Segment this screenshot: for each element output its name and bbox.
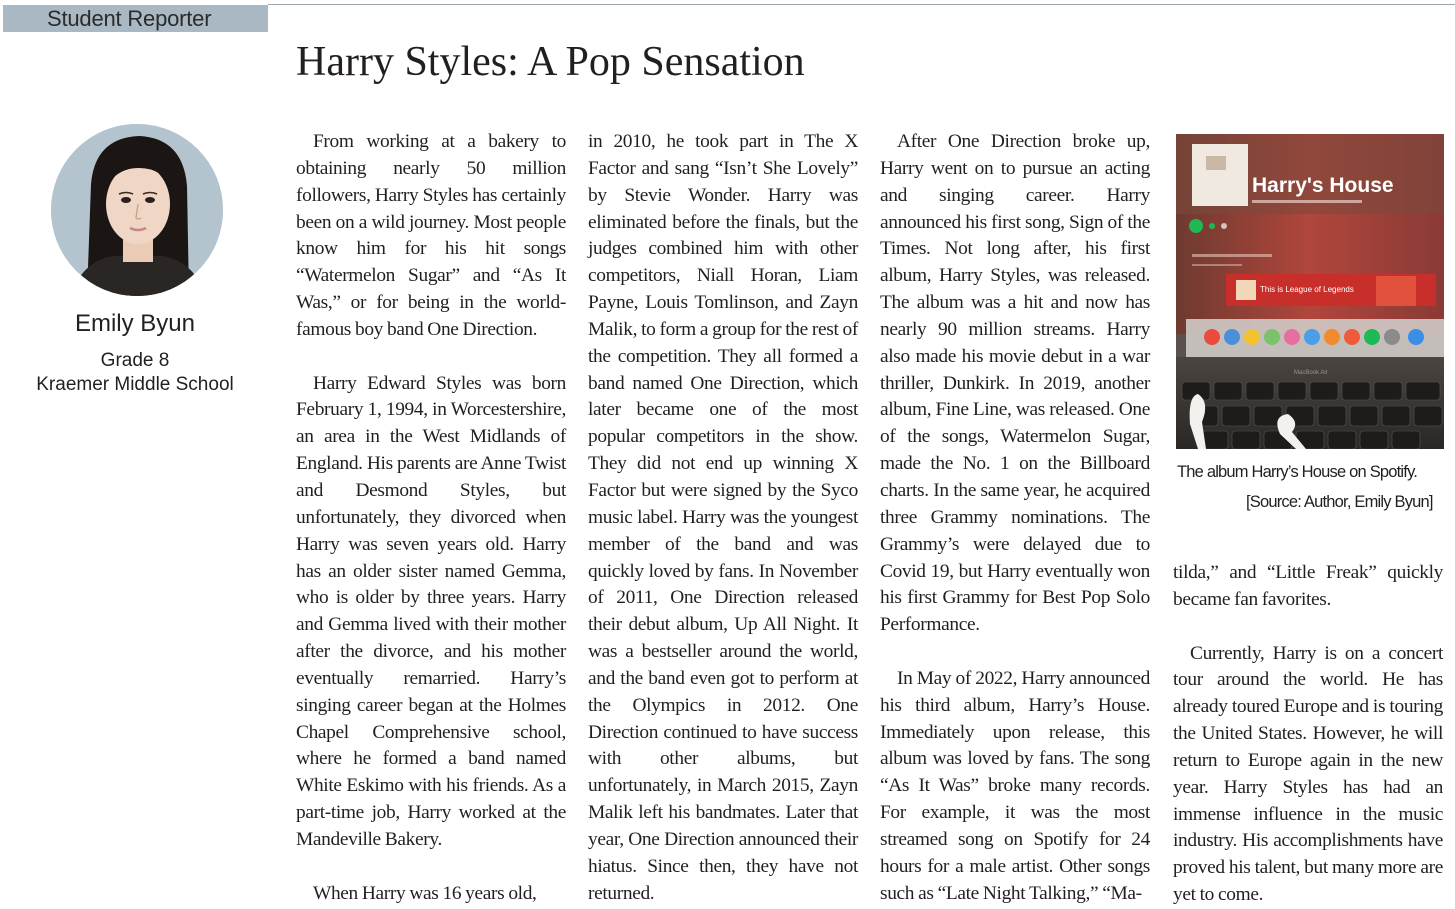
paragraph: in 2010, he took part in The X Factor and sang “Isn’t She Lovely” by Stevie Wonder. Harry was eliminated before the finals, but the judges combined him with other competitors, Niall Horan, Liam Payne, Louis Tomlinson, and Zayn Malik, to form a group for the rest of the competition. They all formed a band named One Direction, which later became one of the most popular competitors in the show. They did not end up winning X Factor but were signed by the Syco music label. Harry was the youngest member of the band and was quickly loved by fans. In November of 2011, One Direction released their debut album, Up All Night. It was a bestseller around the world, and the band even got to perform at the Olympics in 2012. One Direction continued to have success with other albums, but unfortunately, in March 2015, Zayn Malik left his bandmates. Later that year, One Direction announced their hiatus. Since then, they have not returned. — [588, 131, 858, 904]
reporter-grade: Grade 8 — [100, 350, 170, 371]
photo-caption: The album Harry’s House on Spotify. — [1177, 463, 1418, 481]
paragraph: After One Direction broke up, Harry went on to pursue an acting and singing career. Harry announced his first song, Sign of the Times. Not long after, his first album, Harry Styles, was released. The album was a hit and now has nearly 90 million streams. Harry also made his movie debut in a war thriller, Dunkirk. In 2019, another album, Fine Line, was released. One of the songs, Watermelon Sugar, made the No. 1 on the Billboard charts. In the same year, he acquired three Grammy nominations. The Grammy’s were delayed due to Covid 19, but Harry eventually won his first Grammy for Best Pop Solo Performance. — [880, 131, 1150, 636]
paragraph: From working at a bakery to obtaining nearly 50 million followers, Harry Styles has certainly been on a wild journey. Most people know him for his hit songs “Watermelon Sugar” and “As It Was,” or for being in the world-famous boy band One Direction. — [296, 131, 566, 340]
top-rule — [268, 4, 1455, 5]
reporter-name: Emily Byun — [74, 310, 196, 337]
article-column-1 — [296, 129, 566, 907]
photo-credit: [Source: Author, Emily Byun] — [1246, 493, 1433, 511]
article-column-2 — [588, 129, 858, 907]
reporter-school: Kraemer Middle School — [36, 374, 234, 395]
screen-album-title: Harry's House — [1252, 174, 1394, 197]
paragraph: tilda,” and “Little Freak” quickly became fan favorites. — [1173, 562, 1443, 610]
article-headline: Harry Styles: A Pop Sensation — [296, 39, 805, 85]
paragraph: When Harry was 16 years old, — [313, 882, 537, 904]
screen-banner-text: This is League of Legends — [1260, 285, 1354, 294]
laptop-spotify-illustration — [1176, 134, 1444, 449]
album-photo — [1176, 134, 1444, 449]
article-column-4 — [1173, 560, 1443, 909]
reporter-portrait-illustration — [51, 124, 223, 296]
article-column-3 — [880, 129, 1150, 907]
reporter-avatar — [51, 124, 223, 296]
paragraph: Currently, Harry is on a concert tour around the world. He has already toured Europe and is touring the United States. However, he will return to Europe again in the new year. Harry Styles has had an immense influence in the music industry. His accomplishments have proved his talent, but many more are yet to come. — [1173, 642, 1443, 906]
section-label: Student Reporter — [3, 5, 268, 32]
paragraph: In May of 2022, Harry announced his third album, Harry’s House. Immediately upon release, this album was loved by fans. The song “As It Was” broke many records. For example, it was the most streamed song on Spotify for 24 hours for a male artist. Other songs such as “Late Night Talking,” “Ma- — [880, 667, 1150, 904]
paragraph: Harry Edward Styles was born February 1, 1994, in Worcestershire, an area in the West Midlands of England. His parents are Anne Twist and Desmond Styles, but unfortunately, they divorced when Harry was seven years old. Harry has an older sister named Gemma, who is older by three years. Harry and Gemma lived with their mother after the divorce, and his mother eventually remarried. Harry’s singing career began at the Holmes Chapel Comprehensive school, where he formed a band named White Eskimo with his friends. As a part-time job, Harry worked at the Mandeville Bakery. — [296, 372, 566, 850]
laptop-label: MacBook Air — [1294, 370, 1328, 376]
